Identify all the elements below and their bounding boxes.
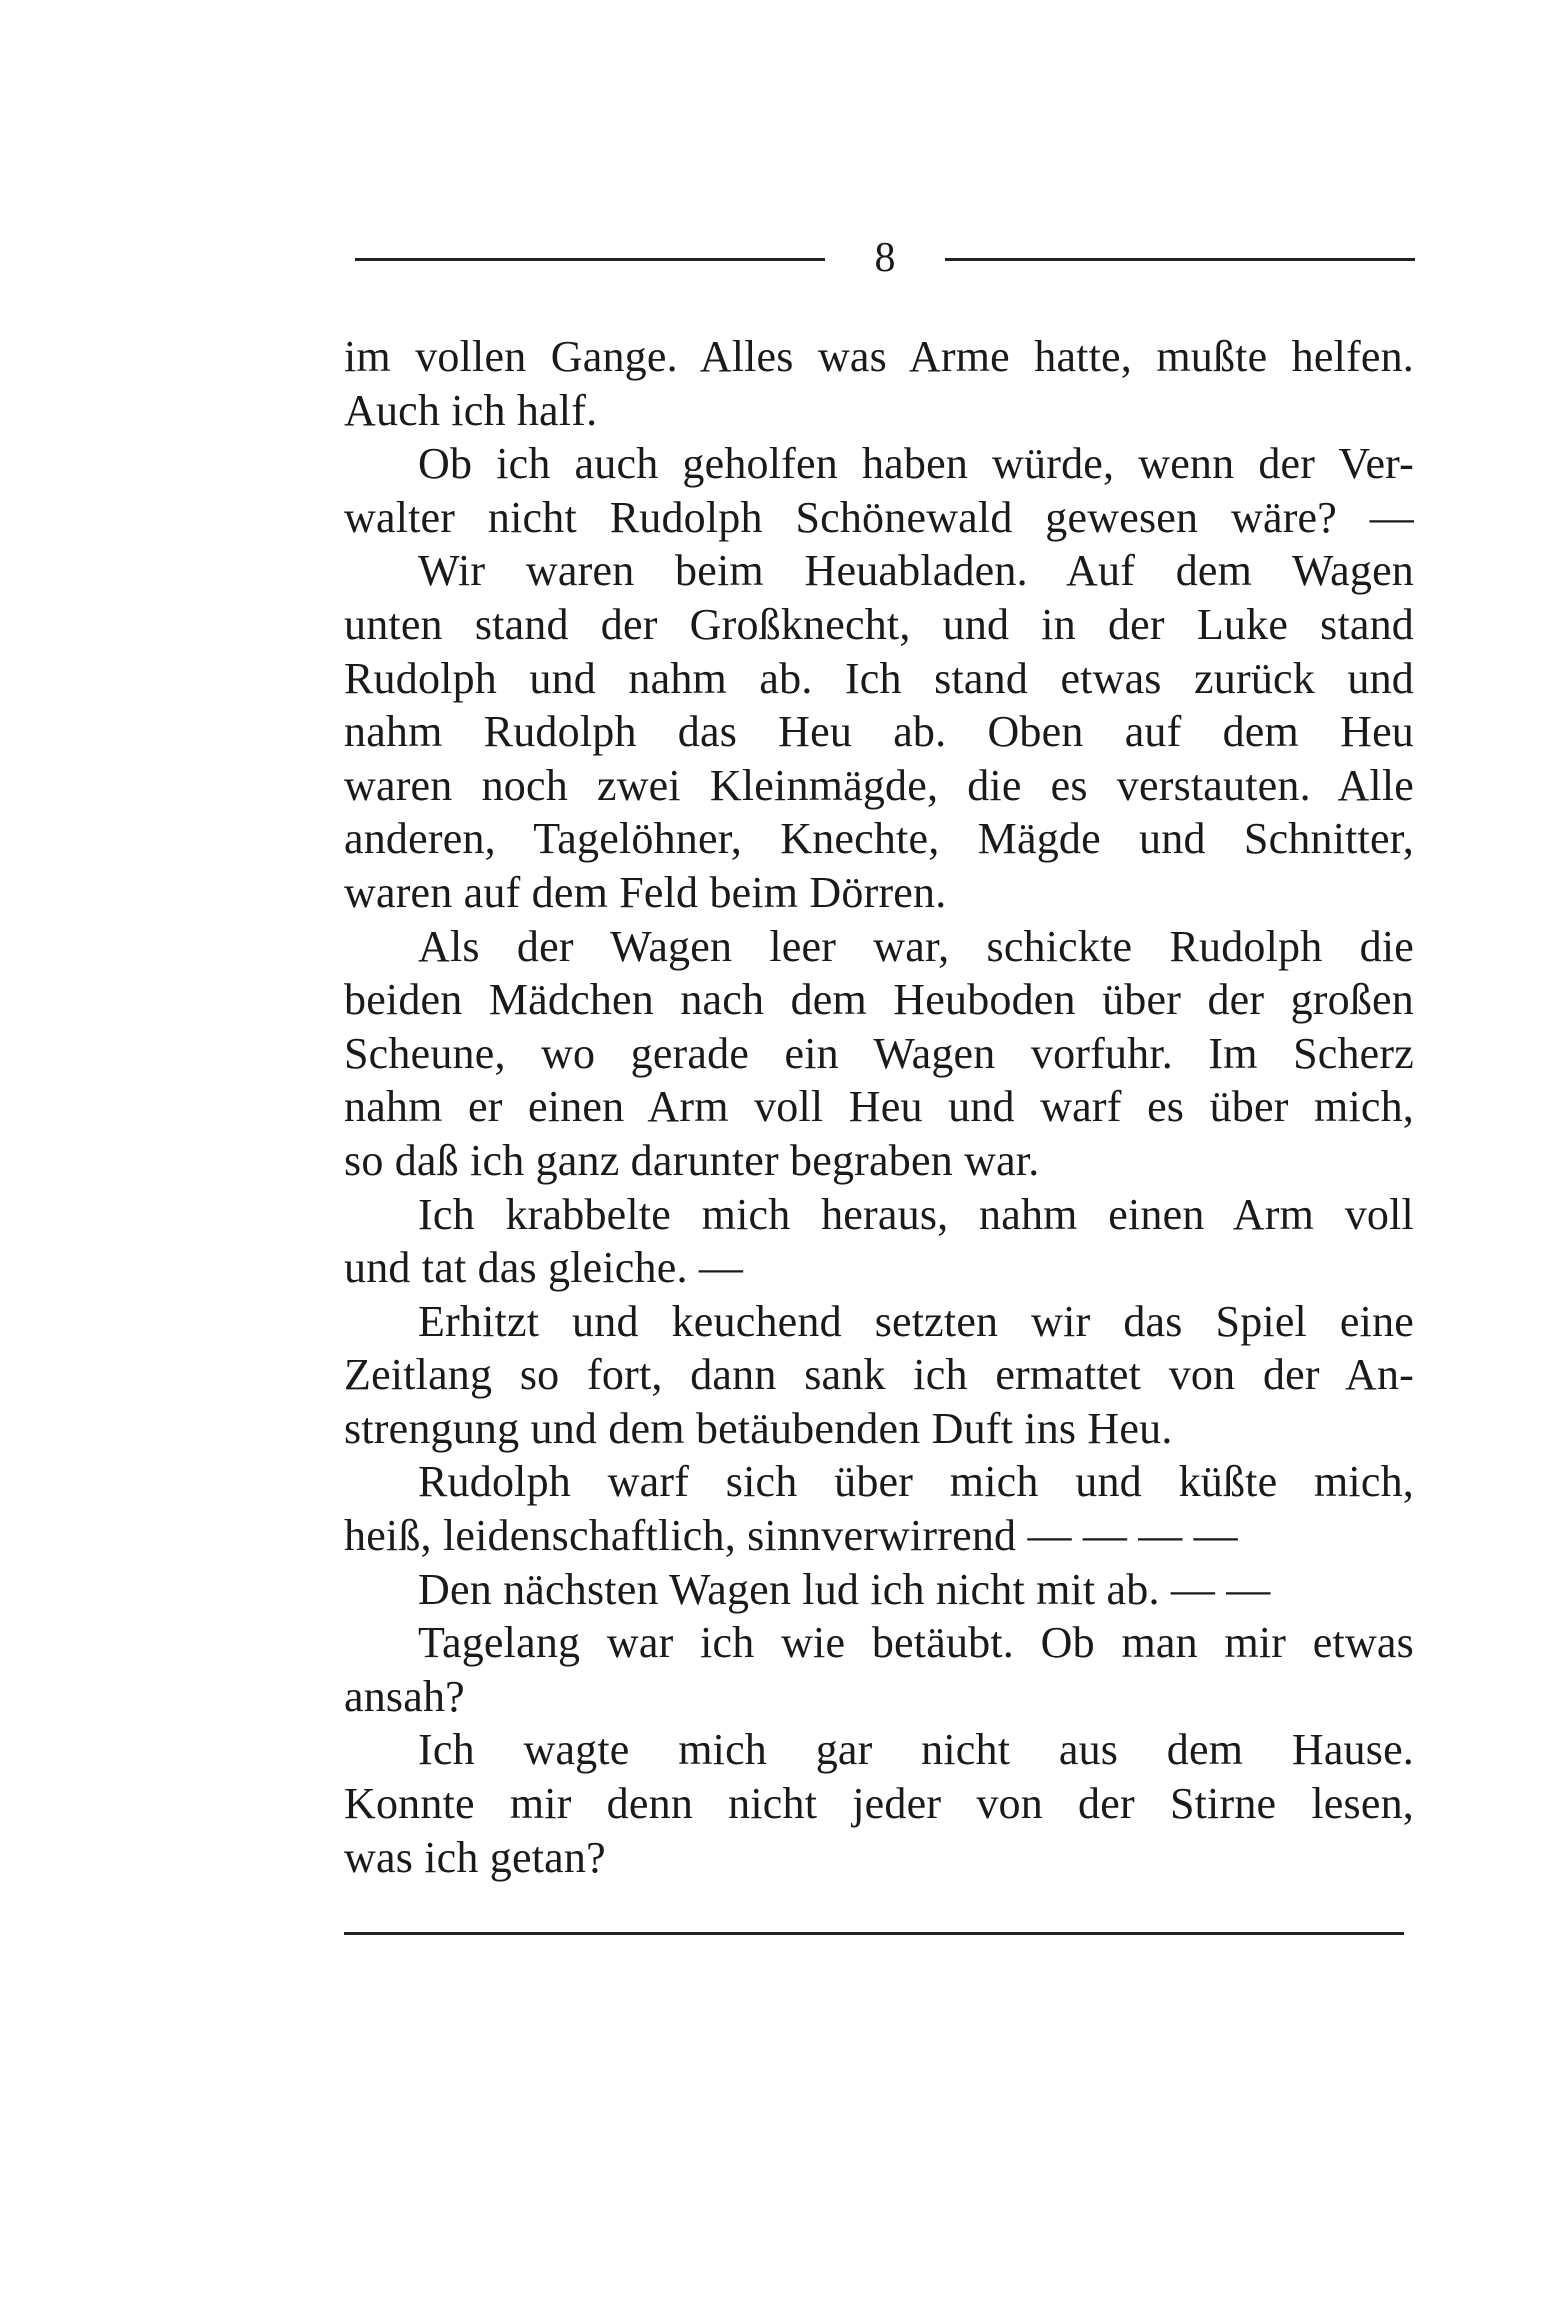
text-line: anderen, Tagelöhner, Knechte, Mägde und Schnitter, (344, 814, 1414, 864)
text-line: und tat das gleiche. — (344, 1243, 744, 1293)
footer-rule (344, 1932, 1404, 1935)
text-line: Wir waren beim Heuabladen. Auf dem Wagen (418, 546, 1414, 596)
text-line: Auch ich half. (344, 385, 598, 435)
text-line: im vollen Gange. Alles was Arme hatte, mußte helfen. (344, 332, 1414, 381)
text-line: Ich krabbelte mich heraus, nahm einen Arm voll (418, 1189, 1414, 1239)
text-line: walter nicht Rudolph Schönewald gewesen wäre? — (344, 492, 1414, 542)
text-line: nahm er einen Arm voll Heu und warf es über mich, (344, 1082, 1414, 1132)
text-line: Als der Wagen leer war, schickte Rudolph die (418, 921, 1414, 971)
header-rule-left (355, 258, 825, 261)
text-line: waren noch zwei Kleinmägde, die es verstauten. Alle (344, 760, 1414, 810)
text-line: unten stand der Großknecht, und in der Luke stand (344, 599, 1414, 649)
text-line: waren auf dem Feld beim Dörren. (344, 867, 947, 917)
page-header (355, 235, 1415, 281)
text-line: Den nächsten Wagen lud ich nicht mit ab. — — (418, 1564, 1271, 1614)
text-line: beiden Mädchen nach dem Heuboden über der großen (344, 975, 1414, 1025)
text-line: Ob ich auch geholfen haben würde, wenn der Ver- (418, 439, 1414, 489)
text-line: Tagelang war ich wie betäubt. Ob man mir etwas (418, 1618, 1414, 1668)
text-line: Ich wagte mich gar nicht aus dem Hause. (418, 1725, 1414, 1775)
text-line: Rudolph warf sich über mich und küßte mich, (418, 1457, 1414, 1507)
page-number: 8 (874, 235, 896, 281)
text-line: ansah? (344, 1671, 465, 1721)
text-line: so daß ich ganz darunter begraben war. (344, 1135, 1040, 1185)
text-line: Rudolph und nahm ab. Ich stand etwas zurück und (344, 653, 1414, 703)
text-line: heiß, leidenschaftlich, sinnverwirrend — — — — (344, 1511, 1238, 1561)
text-line: strengung und dem betäubenden Duft ins Heu. (344, 1403, 1173, 1453)
text-line: Erhitzt und keuchend setzten wir das Spiel eine (418, 1296, 1414, 1346)
text-line: was ich getan? (344, 1832, 606, 1882)
text-line: nahm Rudolph das Heu ab. Oben auf dem Heu (344, 707, 1414, 757)
text-line: Scheune, wo gerade ein Wagen vorfuhr. Im Scherz (344, 1028, 1414, 1078)
body-text (344, 330, 1414, 1884)
header-rule-right (945, 258, 1415, 261)
text-line: Zeitlang so fort, dann sank ich ermattet von der An- (344, 1350, 1414, 1400)
text-line: Konnte mir denn nicht jeder von der Stirne lesen, (344, 1779, 1414, 1829)
